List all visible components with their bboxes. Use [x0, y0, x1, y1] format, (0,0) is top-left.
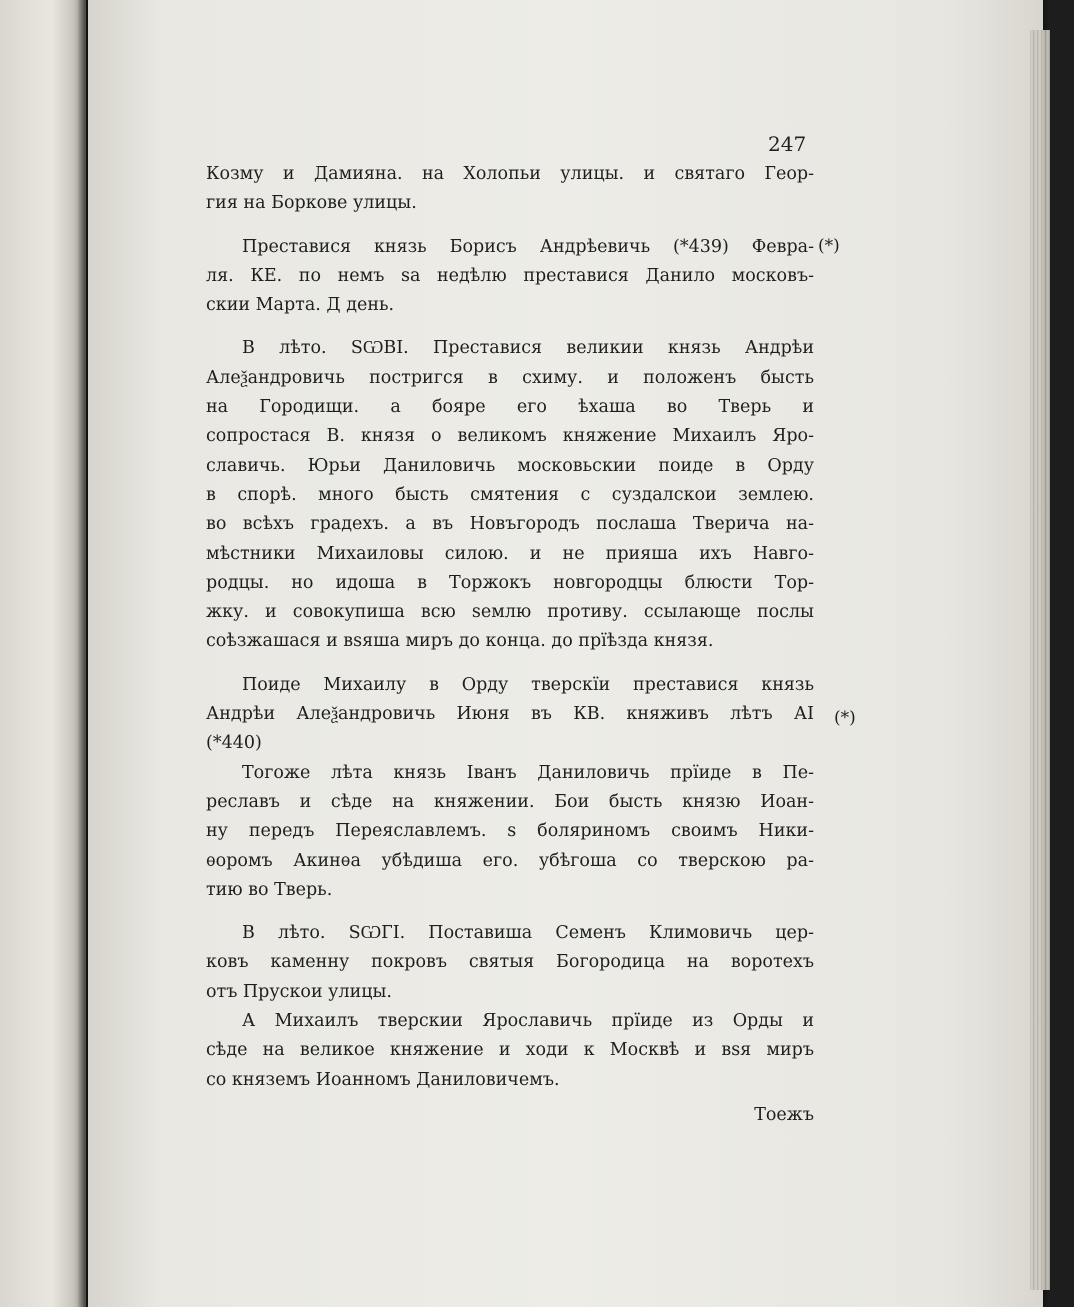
paragraph — [206, 160, 814, 219]
text-line: Поиде Михаилу в Орду тверскїи преставися князь — [242, 674, 814, 695]
margin-note-1: (*) — [818, 236, 840, 256]
text-line: отъ Прускои улицы. — [206, 981, 392, 1002]
paragraph — [206, 671, 814, 759]
text-line: в спорѣ. много бысть смятения с суздалскои землею. — [206, 484, 814, 505]
text-line: ля. КЕ. по немъ ѕа недѣлю преставися Данило московъ- — [206, 265, 814, 286]
text-line: В лѣто. ЅѠГІ. Поставиша Семенъ Климовичь цер- — [242, 923, 814, 944]
text-line: со княземъ Иоанномъ Даниловичемъ. — [206, 1069, 560, 1090]
paragraph — [206, 233, 814, 321]
text-line: родцы. но идоша в Торжокъ новгородцы блюсти Тор- — [206, 572, 814, 593]
catchword: Тоежъ — [754, 1104, 814, 1125]
text-line: жку. и совокупиша всю ѕемлю противу. ссылающе послы — [206, 602, 814, 623]
text-line: Преставися князь Борисъ Андрѣевичь (*439) Февра- — [242, 236, 814, 257]
paragraph — [206, 1007, 814, 1095]
text-line: ковъ каменну покровъ святыя Богородица на воротехъ — [206, 952, 814, 973]
page-number: 247 — [768, 132, 807, 156]
text-line: Тогоже лѣта князь Іванъ Даниловичь прїиде в Пе- — [242, 762, 814, 783]
page-stack-edge — [1030, 30, 1050, 1290]
text-line: тию во Тверь. — [206, 879, 333, 900]
text-line: реславъ и сѣде на княжении. Бои бысть князю Иоан- — [206, 791, 814, 812]
text-line: ѳоромъ Акинѳа убѣдиша его. убѣгоша со тверскою ра- — [206, 850, 814, 871]
text-line: мѣстники Михаиловы силою. и не прияша ихъ Навго- — [206, 543, 814, 564]
margin-note-2: (*) — [834, 708, 856, 728]
text-line: (*440) — [206, 733, 262, 754]
paragraph — [206, 919, 814, 1007]
page-text — [206, 160, 814, 1130]
text-line: славичь. Юрьи Даниловичь московьскии поиде в Орду — [206, 455, 814, 476]
paragraph — [206, 759, 814, 905]
text-line: В лѣто. ЅѠВІ. Преставися великии князь Андрѣи — [242, 338, 814, 359]
left-page-edge — [0, 0, 86, 1307]
text-line: Козму и Дамияна. на Холопьи улицы. и святаго Геор- — [206, 164, 814, 184]
text-line: на Городищи. а бояре его ѣхаша во Тверь и — [206, 397, 814, 418]
text-line: ну передъ Переяславлемъ. ѕ боляриномъ своимъ Ники- — [206, 821, 814, 842]
text-line: Андрѣи Алеѯандровичь Июня въ КВ. княживъ лѣтъ АІ — [206, 704, 814, 725]
text-line: Алеѯандровичь постригся в схиму. и положенъ бысть — [206, 367, 814, 388]
text-line: А Михаилъ тверскии Ярославичь прїиде из Орды и — [242, 1011, 814, 1032]
paragraph — [206, 334, 814, 656]
text-line: сѣде на великое княжение и ходи к Москвѣ и вѕя миръ — [206, 1040, 814, 1061]
text-line: сопростася В. князя о великомъ княжение Михаилъ Яро- — [206, 426, 814, 447]
text-line: во всѣхъ градехъ. а въ Новъгородъ послаша Тверича на- — [206, 514, 814, 535]
text-line: соѣзжашася и вѕяша миръ до конца. до прїѣзда князя. — [206, 631, 714, 652]
text-line: скии Марта. Д день. — [206, 295, 395, 316]
text-line: гия на Боркове улицы. — [206, 193, 417, 214]
